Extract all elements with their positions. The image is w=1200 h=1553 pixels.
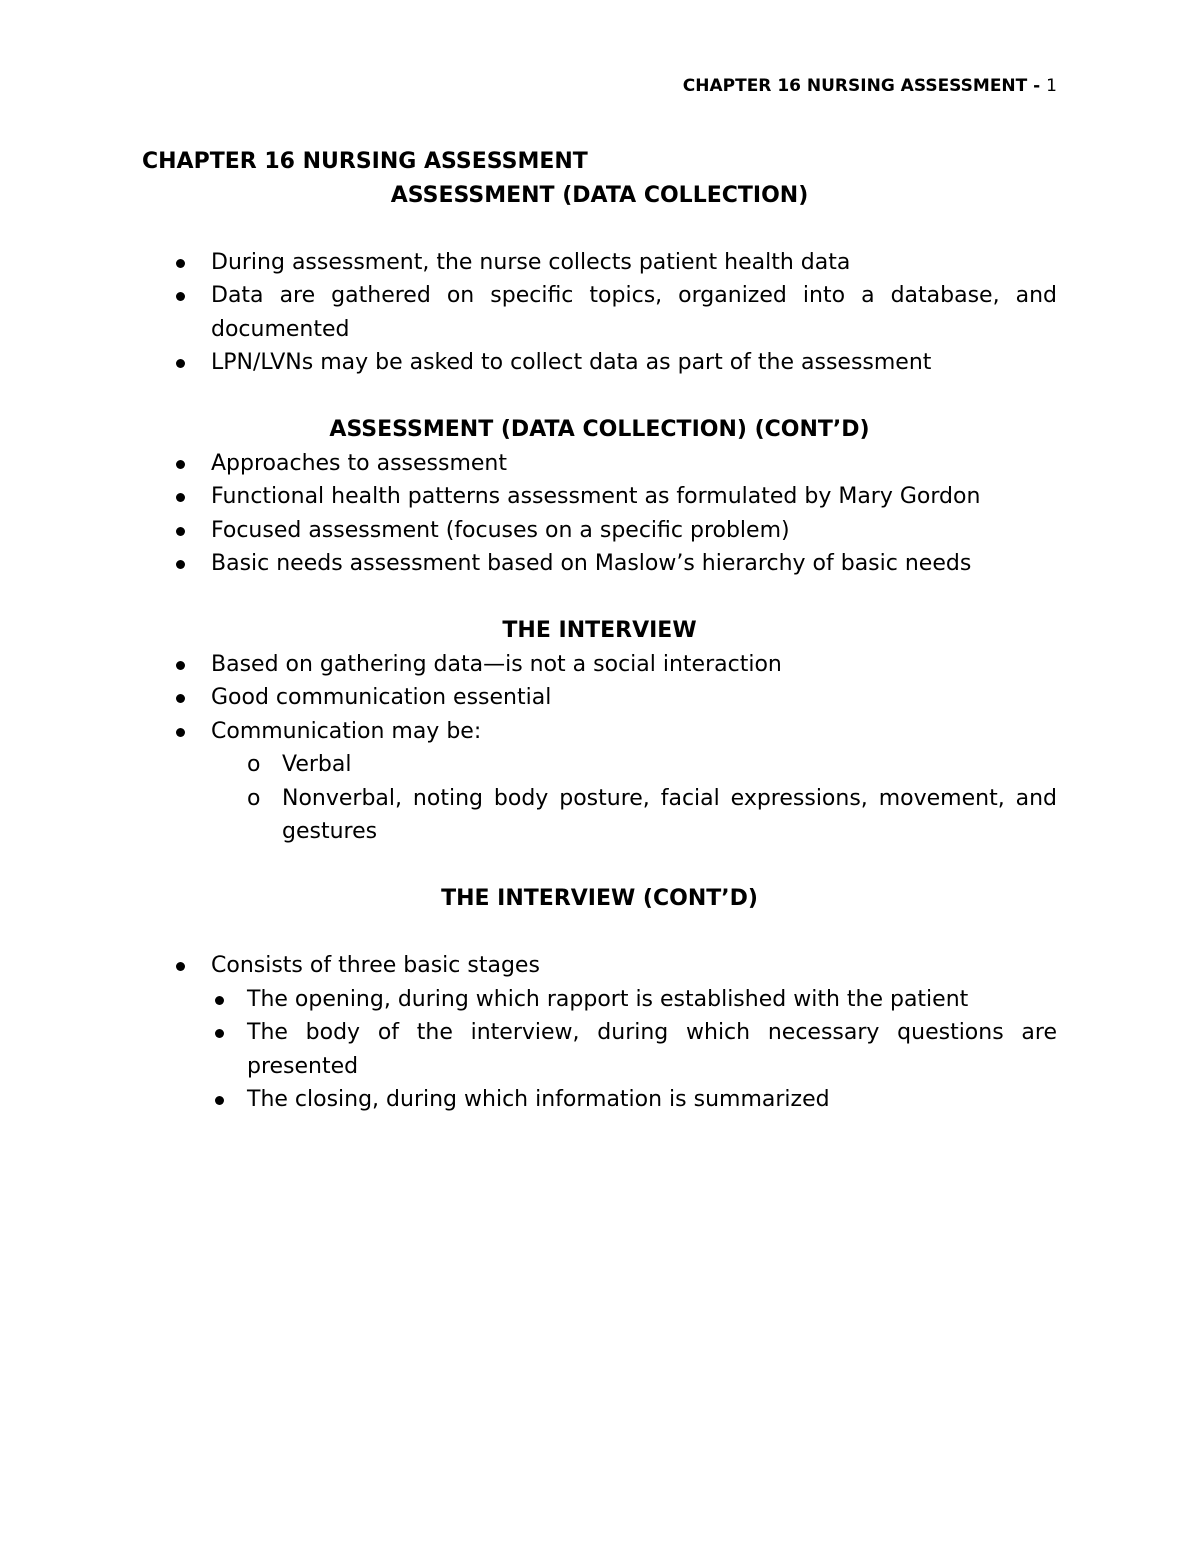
sub-list-item (142, 983, 1057, 1017)
list-item-text: Basic needs assessment based on Maslow’s hierarchy of basic needs (211, 551, 972, 576)
bullet-icon (176, 359, 185, 368)
bullet-icon (176, 694, 185, 703)
section-heading-assessment: ASSESSMENT (DATA COLLECTION) (390, 182, 809, 208)
section-heading-interview: THE INTERVIEW (502, 618, 697, 643)
bullet-icon (215, 1029, 224, 1038)
circle-bullet-icon: o (247, 752, 261, 777)
list-item-text: Consists of three basic stages (211, 953, 540, 978)
list-item (142, 949, 1057, 983)
section-heading-assessment-contd: ASSESSMENT (DATA COLLECTION) (CONT’D) (329, 417, 870, 442)
list-item (142, 246, 1057, 280)
bullet-icon (176, 728, 185, 737)
bullet-icon (176, 460, 185, 469)
list-item-text: Functional health patterns assessment as formulated by Mary Gordon (211, 484, 981, 509)
header-title: CHAPTER 16 NURSING ASSESSMENT (682, 76, 1028, 96)
sub-list-item-text: The opening, during which rapport is established with the patient (247, 986, 969, 1012)
bullet-icon (176, 292, 185, 301)
bullet-icon (176, 527, 185, 536)
bullet-icon (176, 560, 185, 569)
sub-list-item (142, 1016, 1057, 1083)
list-item (142, 279, 1057, 346)
list-item-text: LPN/LVNs may be asked to collect data as part of the assessment (211, 350, 932, 375)
bullet-list-assessment-contd (142, 447, 1057, 581)
bullet-list-assessment (142, 246, 1057, 380)
sub-list-item (142, 1083, 1057, 1117)
list-item (142, 547, 1057, 581)
list-item-text: Approaches to assessment (211, 450, 507, 476)
bullet-icon (176, 962, 185, 971)
sub-list-item (142, 782, 1057, 849)
list-item (142, 681, 1057, 715)
list-item (142, 447, 1057, 481)
bullet-list-interview-contd (142, 949, 1057, 983)
section-heading-interview-contd: THE INTERVIEW (CONT’D) (441, 886, 758, 911)
sub-list-item-text: The body of the interview, during which necessary questions are presented (247, 1020, 1057, 1079)
page-header (683, 74, 1057, 98)
list-item-text: Data are gathered on specific topics, organized into a database, and documented (211, 283, 1057, 342)
bullet-icon (215, 1096, 224, 1105)
spacer (142, 849, 1057, 883)
spacer (142, 581, 1057, 615)
sub-list-item-text: The closing, during which information is summarized (247, 1087, 830, 1112)
list-item-text: Communication may be: (211, 718, 482, 744)
sub-list-stages (142, 983, 1057, 1117)
list-item (142, 648, 1057, 682)
document-body (142, 145, 1057, 1117)
circle-bullet-icon: o (247, 785, 261, 811)
bullet-icon (215, 996, 224, 1005)
sub-list-communication (142, 748, 1057, 849)
list-item (142, 346, 1057, 380)
sub-list-item-text: Verbal (282, 752, 352, 777)
header-separator: - (1027, 76, 1047, 96)
document-title: CHAPTER 16 NURSING ASSESSMENT (142, 149, 588, 174)
list-item (142, 480, 1057, 514)
sub-list-item (142, 748, 1057, 782)
list-item-text: During assessment, the nurse collects patient health data (211, 249, 851, 275)
spacer (142, 916, 1057, 950)
list-item (142, 514, 1057, 548)
spacer (142, 212, 1057, 246)
spacer (142, 380, 1057, 414)
bullet-list-interview (142, 648, 1057, 749)
bullet-icon (176, 493, 185, 502)
list-item-text: Focused assessment (focuses on a specific problem) (211, 517, 790, 543)
list-item-text: Good communication essential (211, 685, 552, 710)
bullet-icon (176, 259, 185, 268)
bullet-icon (176, 661, 185, 670)
list-item-text: Based on gathering data—is not a social interaction (211, 651, 782, 677)
header-page-number: 1 (1046, 76, 1057, 96)
sub-list-item-text: Nonverbal, noting body posture, facial expressions, movement, and gestures (282, 785, 1057, 844)
list-item (142, 715, 1057, 749)
